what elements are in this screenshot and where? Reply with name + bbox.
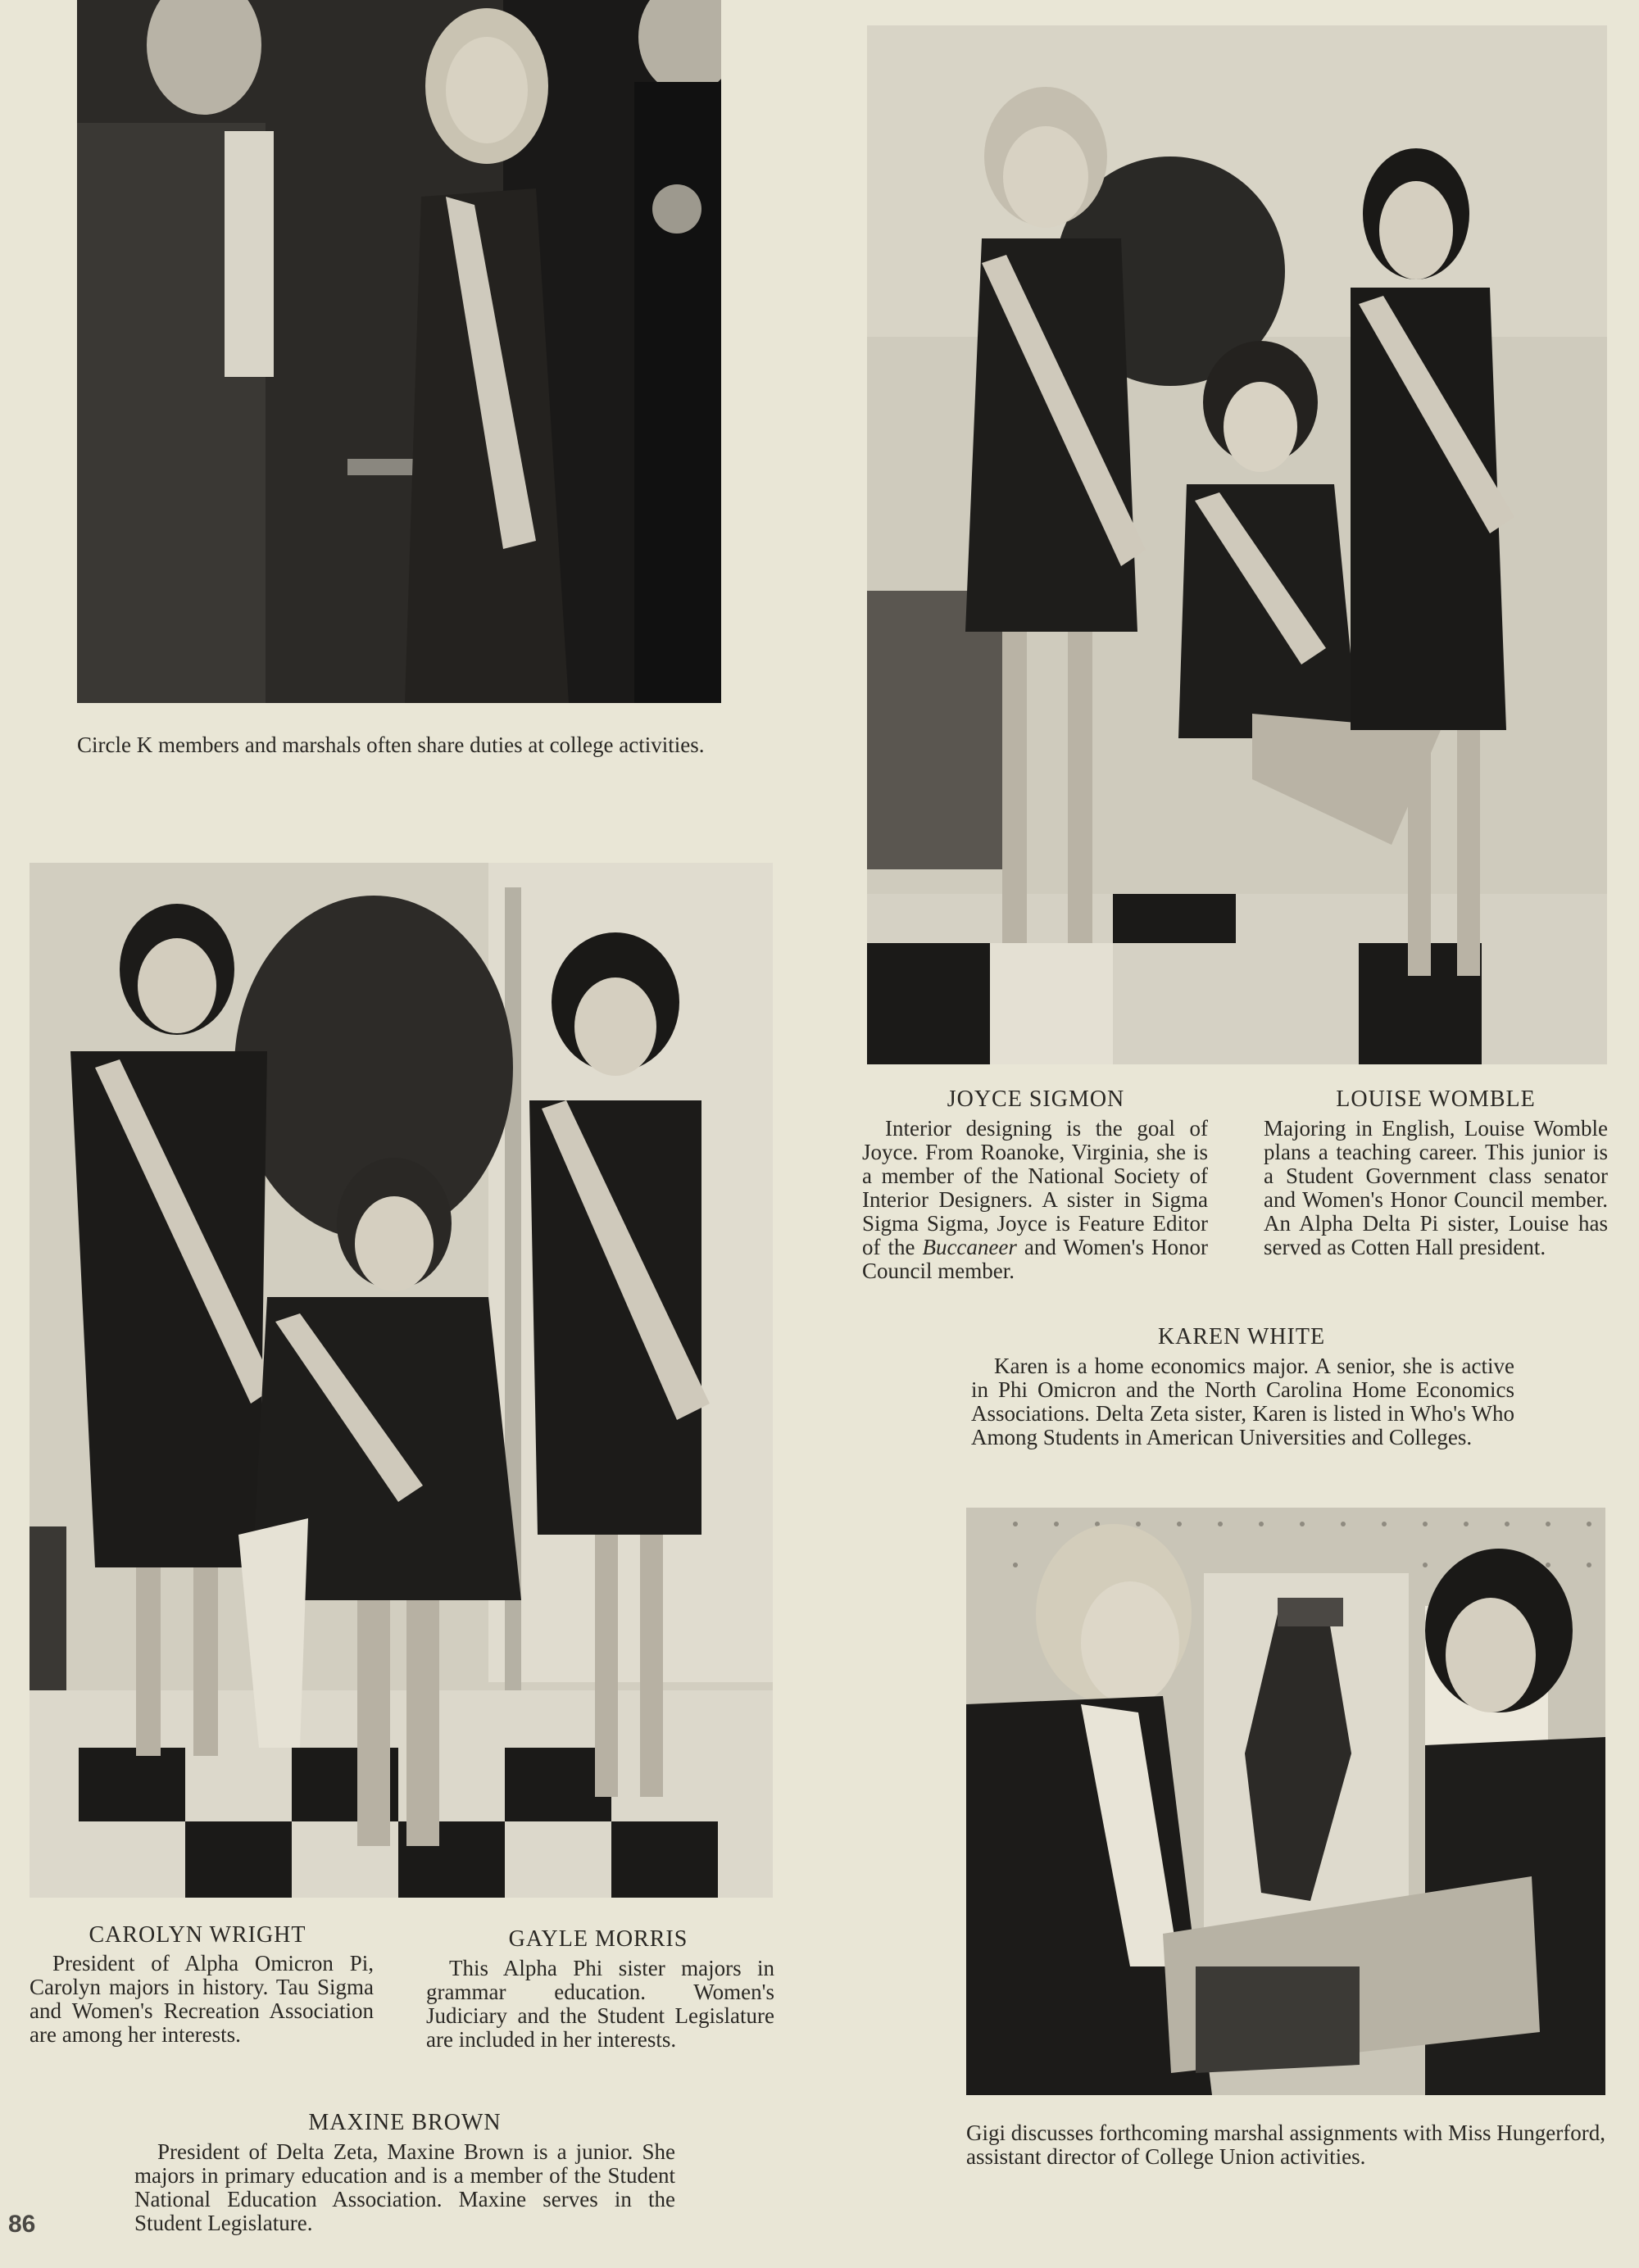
- name-joyce-sigmon: JOYCE SIGMON: [947, 1086, 1125, 1112]
- bio-joyce-publication: Buccaneer: [922, 1235, 1017, 1259]
- photo-bottom-left-trio: [30, 863, 773, 1898]
- name-karen-white: KAREN WHITE: [1157, 1324, 1326, 1349]
- bio-louise-womble: Majoring in English, Louise Womble plans a teaching career. This junior is a Student Government class senator and Women's Honor Council member. An Alpha Delta Pi sister, Louise has served as Cotten Hall president.: [1264, 1116, 1608, 1259]
- bio-maxine-brown: President of Delta Zeta, Maxine Brown is a junior. She majors in primary education and is a member of the Student National Education Association. Maxine serves in the Student Legislature.: [134, 2139, 675, 2235]
- caption-circle-k: Circle K members and marshals often share duties at college activities.: [77, 733, 705, 757]
- bio-gayle-morris: This Alpha Phi sister majors in grammar education. Women's Judiciary and the Student Legislature are included in her interests.: [426, 1956, 774, 2052]
- bio-joyce-text-2: and Women's Honor Council member.: [862, 1235, 1208, 1283]
- name-carolyn-wright: CAROLYN WRIGHT: [89, 1922, 306, 1948]
- bio-carolyn-wright: President of Alpha Omicron Pi, Carolyn majors in history. Tau Sigma and Women's Recreation Association are among her interests.: [30, 1951, 374, 2047]
- name-gayle-morris: GAYLE MORRIS: [508, 1926, 688, 1952]
- page-number: 86: [8, 2211, 36, 2238]
- photo-gigi-hungerford: [966, 1508, 1605, 2095]
- bio-karen-white: Karen is a home economics major. A senior, she is active in Phi Omicron and the North Carolina Home Economics Associations. Delta Zeta sister, Karen is listed in Who's Who Among Students in American Universities and Colleges.: [971, 1354, 1514, 1449]
- photo-top-right-trio: [867, 25, 1607, 1064]
- bio-joyce-sigmon: [862, 1117, 1208, 1283]
- name-louise-womble: LOUISE WOMBLE: [1336, 1086, 1536, 1112]
- caption-gigi: Gigi discusses forthcoming marshal assignments with Miss Hungerford, assistant director of College Union activities.: [966, 2121, 1605, 2169]
- bio-joyce-text-1: Interior designing is the goal of Joyce. From Roanoke, Virginia, she is a member of the National Society of Interior Designers. A sister in Sigma Sigma Sigma, Joyce is Feature Editor of the: [862, 1116, 1208, 1259]
- photo-circle-k-marshals: [77, 0, 721, 703]
- name-maxine-brown: MAXINE BROWN: [308, 2110, 502, 2135]
